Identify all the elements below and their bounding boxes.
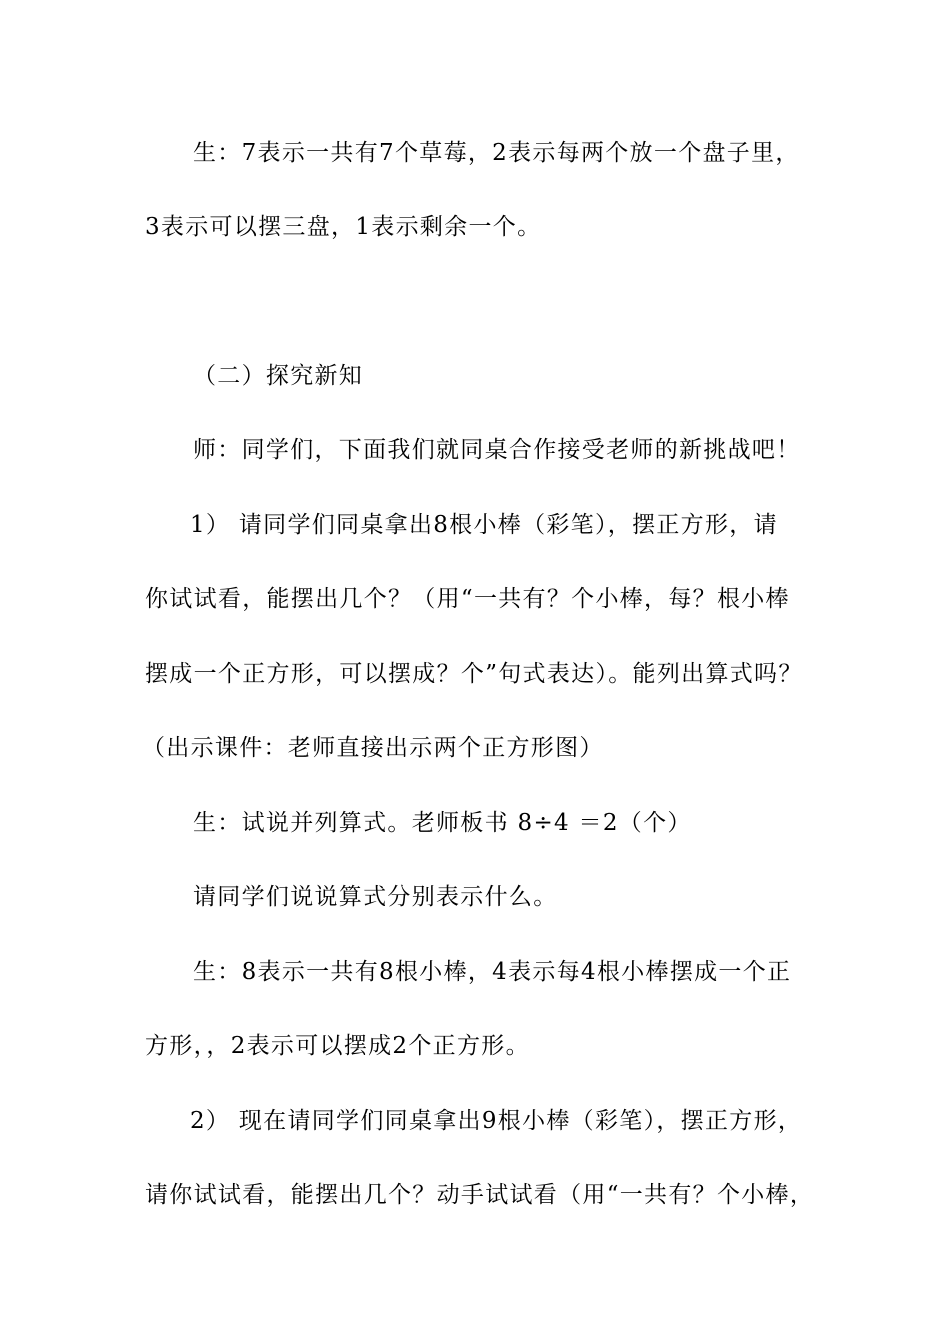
paragraph-line: 方形，，2表示可以摆成2个正方形。 [145,1033,530,1059]
paragraph-line: 1） 请同学们同桌拿出8根小棒（彩笔），摆正方形，请 [190,512,778,538]
paragraph-line: 生：8表示一共有8根小棒，4表示每4根小棒摆成一个正 [193,959,792,985]
section-heading: （二）探究新知 [193,363,364,389]
paragraph-line: 生：试说并列算式。老师板书 8÷4 ＝2（个） [193,810,692,836]
paragraph-line: 3表示可以摆三盘，1表示剩余一个。 [145,214,542,240]
paragraph-line: 你试试看，能摆出几个？（用“一共有？个小棒，每？根小棒 [145,586,790,612]
paragraph-line: 师：同学们，下面我们就同桌合作接受老师的新挑战吧！ [193,437,801,463]
paragraph-line: 请同学们说说算式分别表示什么。 [193,884,558,910]
paragraph-line: 请你试试看，能摆出几个？动手试试看（用“一共有？个小棒， [145,1182,815,1208]
paragraph-line: 摆成一个正方形，可以摆成？个”句式表达）。能列出算式吗？ [145,661,803,687]
paragraph-line: 生：7表示一共有7个草莓，2表示每两个放一个盘子里， [193,140,800,166]
paragraph-line: 2） 现在请同学们同桌拿出9根小棒（彩笔），摆正方形， [190,1108,803,1134]
paragraph-line: （出示课件：老师直接出示两个正方形图） [142,735,604,761]
